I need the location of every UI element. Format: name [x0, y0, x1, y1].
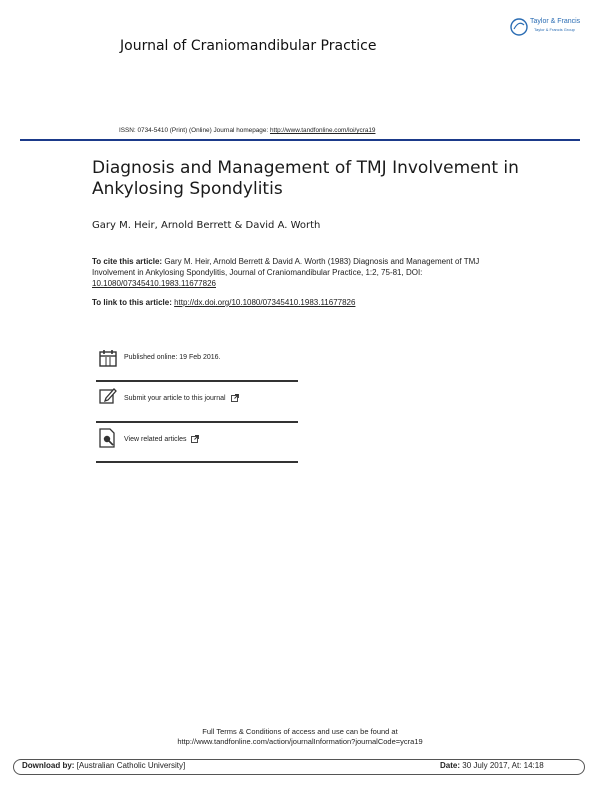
article-doi-link[interactable]: http://dx.doi.org/10.1080/07345410.1983.11677826 — [174, 298, 356, 307]
article-title: Diagnosis and Management of TMJ Involvement in Ankylosing Spondylitis — [92, 158, 519, 199]
external-link-icon — [191, 435, 199, 443]
date-label: Date: — [440, 761, 461, 770]
calendar-icon — [99, 349, 117, 369]
related-articles-link[interactable] — [124, 435, 199, 443]
cite-doi-link[interactable]: 10.1080/07345410.1983.11677826 — [92, 279, 216, 288]
date-value: 30 July 2017, At: 14:18 — [462, 761, 544, 770]
downloaded-by-value: [Australian Catholic University] — [76, 761, 186, 770]
cite-label: To cite this article: — [92, 257, 163, 266]
logo-text: Taylor & Francis — [530, 18, 581, 25]
journal-title: Journal of Craniomandibular Practice — [120, 38, 377, 54]
search-document-icon — [99, 428, 117, 448]
logo-subtext: Taylor & Francis Group — [534, 27, 575, 32]
issn-text: ISSN: 0734-5410 (Print) (Online) Journal homepage: — [119, 127, 269, 134]
publisher-logo[interactable] — [510, 16, 582, 38]
header-rule — [20, 139, 580, 141]
footer-terms — [0, 727, 600, 747]
terms-line-1: Full Terms & Conditions of access and use can be found at — [202, 727, 398, 736]
submit-article-link[interactable] — [124, 394, 239, 402]
info-divider — [96, 380, 298, 382]
external-link-icon — [231, 394, 239, 402]
article-link-block — [92, 298, 355, 307]
journal-homepage-link[interactable]: http://www.tandfonline.com/loi/ycra19 — [269, 127, 376, 134]
terms-link[interactable]: http://www.tandfonline.com/action/journalInformation?journalCode=ycra19 — [177, 737, 423, 746]
citation-block — [92, 256, 512, 289]
submit-article-label: Submit your article to this journal — [124, 394, 226, 402]
info-divider — [96, 421, 298, 423]
edit-icon — [99, 387, 117, 407]
related-articles-label: View related articles — [124, 435, 187, 443]
downloaded-by-label: Download by: — [22, 761, 75, 770]
download-date — [440, 761, 544, 770]
issn-line — [119, 127, 375, 134]
download-info-bar — [13, 759, 585, 775]
info-divider — [96, 461, 298, 463]
cite-text: Gary M. Heir, Arnold Berrett & David A. Worth (1983) Diagnosis and Management of TMJ Involvement in Ankylosing Spondylitis, Journal of Craniomandibular Practice, 1:2, 75-81, DOI: — [92, 257, 480, 277]
published-online-text: Published online: 19 Feb 2016. — [124, 354, 221, 361]
link-label: To link to this article: — [92, 298, 172, 307]
published-online-row — [96, 349, 298, 389]
downloaded-by — [22, 761, 185, 770]
article-authors: Gary M. Heir, Arnold Berrett & David A. Worth — [92, 220, 321, 231]
